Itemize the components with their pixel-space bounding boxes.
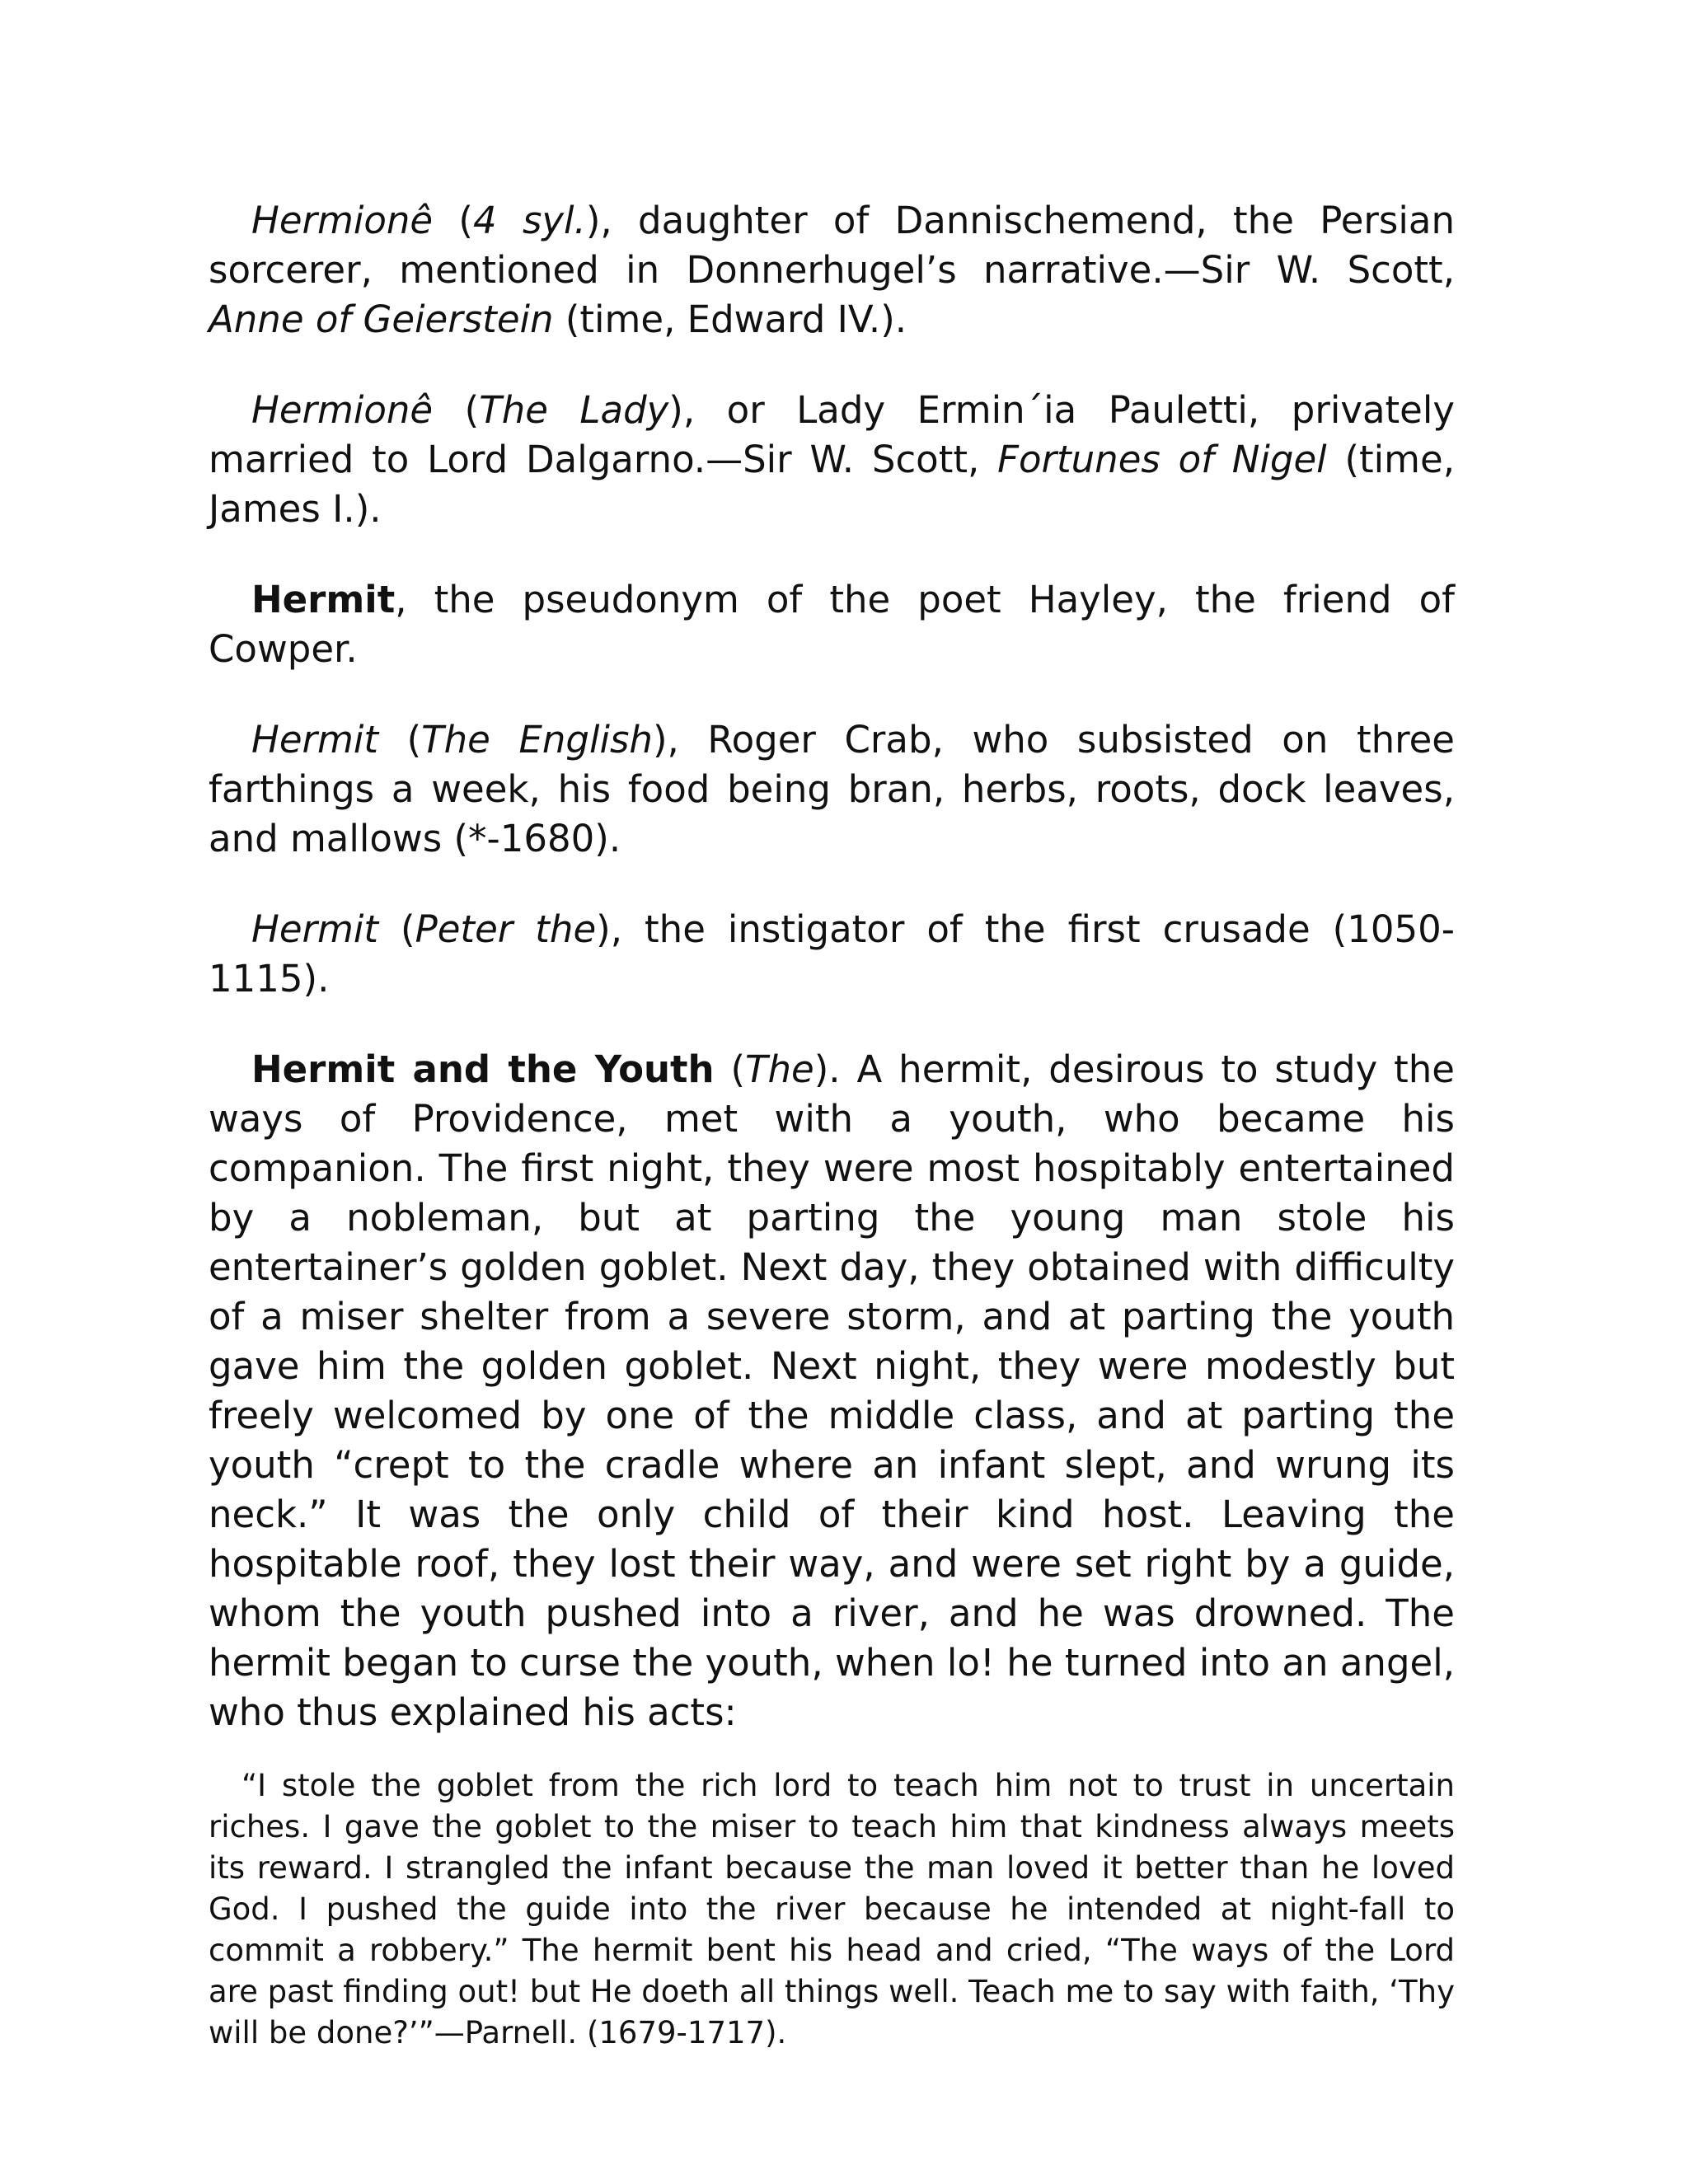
entry-headword: Hermionê [251,199,434,242]
entry-text: ), or Lady Ermin´ia Pauletti, privately married to Lord Dalgarno.—Sir W. Scott, [209,388,1455,481]
document-page [209,196,1455,2054]
entry-hermione-persian [209,196,1455,344]
work-title: Fortunes of Nigel [997,438,1327,481]
entry-headword: Hermit and the Youth [251,1047,715,1091]
paren-open: ( [378,907,415,951]
entry-headword: Hermit [251,578,396,621]
entry-text: ). A hermit, desirous to study the ways of Providence, met with a youth, who became his companion. The first night, they were most hospitably entertained by a nobleman, but at parting the young man stole his entertainer’s golden goblet. Next day, they obtained with difficulty of a miser shelter from a severe storm, and at parting the youth gave him the golden goblet. Next night, they were modestly but freely welcomed by one of the middle class, and at parting the youth “crept to the cradle where an infant slept, and wrung its neck.” It was the only child of their kind host. Leaving the hospitable roof, they lost their way, and were set right by a guide, whom the youth pushed into a river, and he was drowned. The hermit began to curse the youth, when lo! he turned into an angel, who thus explained his acts: [209,1047,1455,1734]
block-quote: “I stole the goblet from the rich lord to teach him not to trust in uncertain riches. I gave the goblet to the miser to teach him that kindness always meets its reward. I strangled the infant because the man loved it better than he loved God. I pushed the guide into the river because he intended at night-fall to commit a robbery.” The hermit bent his head and cried, “The ways of the Lord are past finding out! but He doeth all things well. Teach me to say with faith, ‘Thy will be done?’”—Parnell. (1679-1717). [209,1768,1455,2050]
entry-hermit-peter [209,905,1455,1004]
entry-text: ), daughter of Dannischemend, the Persian sorcerer, mentioned in Donnerhugel’s narrative.—Sir W. Scott, [209,199,1455,292]
entry-headword: Hermit [251,907,379,951]
entry-headword: Hermionê [251,388,434,432]
entry-hermit-pseudonym [209,575,1455,674]
entry-text: (time, Edward IV.). [553,298,907,341]
work-title: Anne of Geierstein [209,298,554,341]
entry-text: ), Roger Crab, who subsisted on three farthings a week, his food being bran, herbs, roots, dock leaves, and mallows (*-1680). [209,718,1455,860]
entry-qualifier: The [745,1047,814,1091]
paren-open: ( [378,718,422,762]
entry-headword: Hermit [251,718,379,762]
paren-open: ( [433,388,480,432]
entry-hermione-lady [209,386,1455,534]
entry-qualifier: The Lady [479,388,669,432]
entry-text: (time, James I.). [209,438,1455,531]
paren-open: ( [433,199,473,242]
entry-hermit-english [209,715,1455,864]
entry-text: , the pseudonym of the poet Hayley, the friend of Cowper. [209,578,1455,671]
entry-qualifier: Peter the [415,907,597,951]
entry-hermit-and-youth [209,1045,1455,1737]
entry-qualifier: The English [421,718,653,762]
entry-qualifier: 4 syl. [473,199,586,242]
entry-text: ), the instigator of the first crusade (1050-1115). [209,907,1455,1001]
paren-open: ( [714,1047,746,1091]
